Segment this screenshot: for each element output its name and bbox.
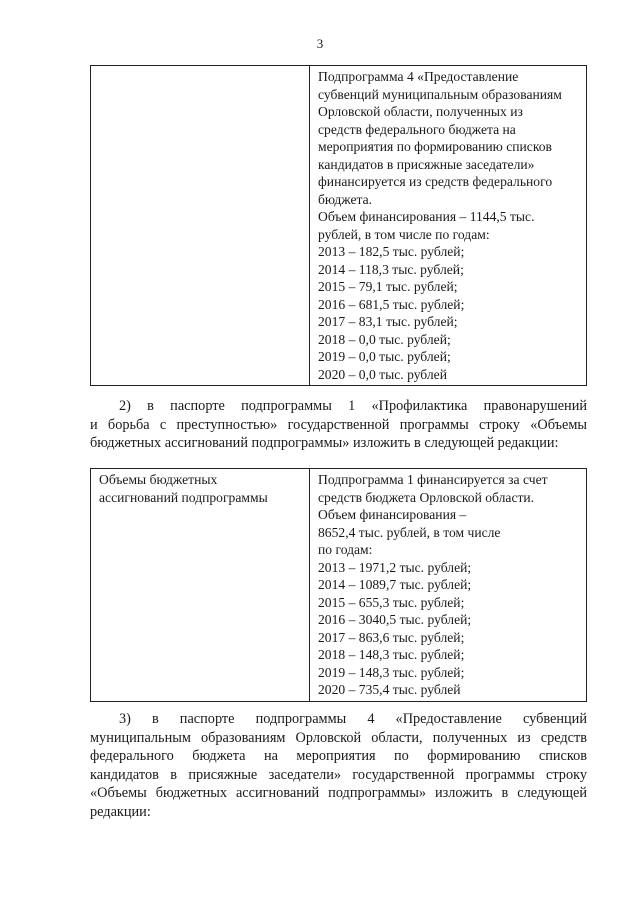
cell-line: рублей, в том числе по годам: bbox=[318, 226, 490, 242]
cell-line: 2014 – 118,3 тыс. рублей; bbox=[318, 261, 464, 277]
cell-line: 2019 – 0,0 тыс. рублей; bbox=[318, 349, 451, 364]
cell-line: 2019 – 148,3 тыс. рублей; bbox=[318, 664, 465, 680]
cell-line: 2016 – 681,5 тыс. рублей; bbox=[318, 296, 465, 312]
cell-line: 2016 – 3040,5 тыс. рублей; bbox=[318, 612, 472, 627]
cell-line: субвенций муниципальным образованиям bbox=[318, 86, 562, 102]
funding-table-subprogram-4 bbox=[90, 65, 587, 386]
cell-line: 2020 – 735,4 тыс. рублей bbox=[318, 682, 461, 697]
cell-line: Подпрограмма 4 «Предоставление bbox=[318, 69, 519, 84]
paragraph-line: 3) в паспорте подпрограммы 4 «Предоставление субвенций bbox=[119, 711, 587, 727]
cell-line: ассигнований подпрограммы bbox=[99, 489, 268, 505]
table-cell-content bbox=[310, 66, 587, 386]
cell-line: средств федерального бюджета на bbox=[318, 121, 516, 137]
paragraph-line: «Объемы бюджетных ассигнований подпрограммы» изложить в следующей bbox=[90, 785, 587, 801]
cell-line: мероприятия по формированию списков bbox=[318, 139, 552, 154]
table-cell-label bbox=[91, 66, 310, 386]
paragraph-item-3 bbox=[90, 710, 587, 821]
table-row bbox=[91, 469, 587, 702]
cell-line: кандидатов в присяжные заседатели» bbox=[318, 156, 535, 172]
cell-line: Орловской области, полученных из bbox=[318, 104, 523, 119]
cell-line: Объемы бюджетных bbox=[99, 472, 218, 487]
paragraph-line: федерального бюджета на мероприятия по формированию списков bbox=[90, 748, 587, 764]
page-number: 3 bbox=[316, 36, 324, 51]
cell-line: 2017 – 863,6 тыс. рублей; bbox=[318, 629, 465, 645]
paragraph-line: и борьба с преступностью» государственной программы строку «Объемы bbox=[90, 416, 587, 433]
paragraph-line: 2) в паспорте подпрограммы 1 «Профилактика правонарушений bbox=[119, 398, 587, 414]
cell-line: Объем финансирования – 1144,5 тыс. bbox=[318, 209, 535, 224]
cell-line: 2017 – 83,1 тыс. рублей; bbox=[318, 314, 458, 329]
cell-line: 8652,4 тыс. рублей, в том числе bbox=[318, 524, 501, 540]
cell-line: 2018 – 148,3 тыс. рублей; bbox=[318, 647, 465, 662]
cell-line: 2013 – 1971,2 тыс. рублей; bbox=[318, 559, 472, 575]
table-cell-label bbox=[91, 469, 310, 702]
cell-line: 2015 – 79,1 тыс. рублей; bbox=[318, 279, 458, 294]
cell-line: Объем финансирования – bbox=[318, 507, 467, 522]
cell-line: 2015 – 655,3 тыс. рублей; bbox=[318, 594, 465, 610]
funding-table-subprogram-1 bbox=[90, 468, 587, 702]
table-cell-content bbox=[310, 469, 587, 702]
cell-line: Подпрограмма 1 финансируется за счет bbox=[318, 472, 548, 487]
paragraph-line: кандидатов в присяжные заседатели» государственной программы строку bbox=[90, 766, 587, 783]
cell-line: 2018 – 0,0 тыс. рублей; bbox=[318, 331, 451, 347]
cell-line: 2013 – 182,5 тыс. рублей; bbox=[318, 244, 465, 259]
cell-line: бюджета. bbox=[318, 191, 373, 207]
paragraph-item-2 bbox=[90, 397, 587, 453]
cell-line: по годам: bbox=[318, 542, 373, 557]
cell-line: финансируется из средств федерального bbox=[318, 174, 553, 189]
paragraph-line: муниципальным образованиям Орловской области, полученных из средств bbox=[90, 729, 587, 746]
paragraph-line: бюджетных ассигнований подпрограммы» изложить в следующей редакции: bbox=[90, 435, 559, 451]
table-row bbox=[91, 66, 587, 386]
paragraph-line: редакции: bbox=[90, 803, 151, 820]
cell-line: 2014 – 1089,7 тыс. рублей; bbox=[318, 577, 472, 592]
cell-line: 2020 – 0,0 тыс. рублей bbox=[318, 366, 447, 382]
cell-line: средств бюджета Орловской области. bbox=[318, 489, 535, 505]
